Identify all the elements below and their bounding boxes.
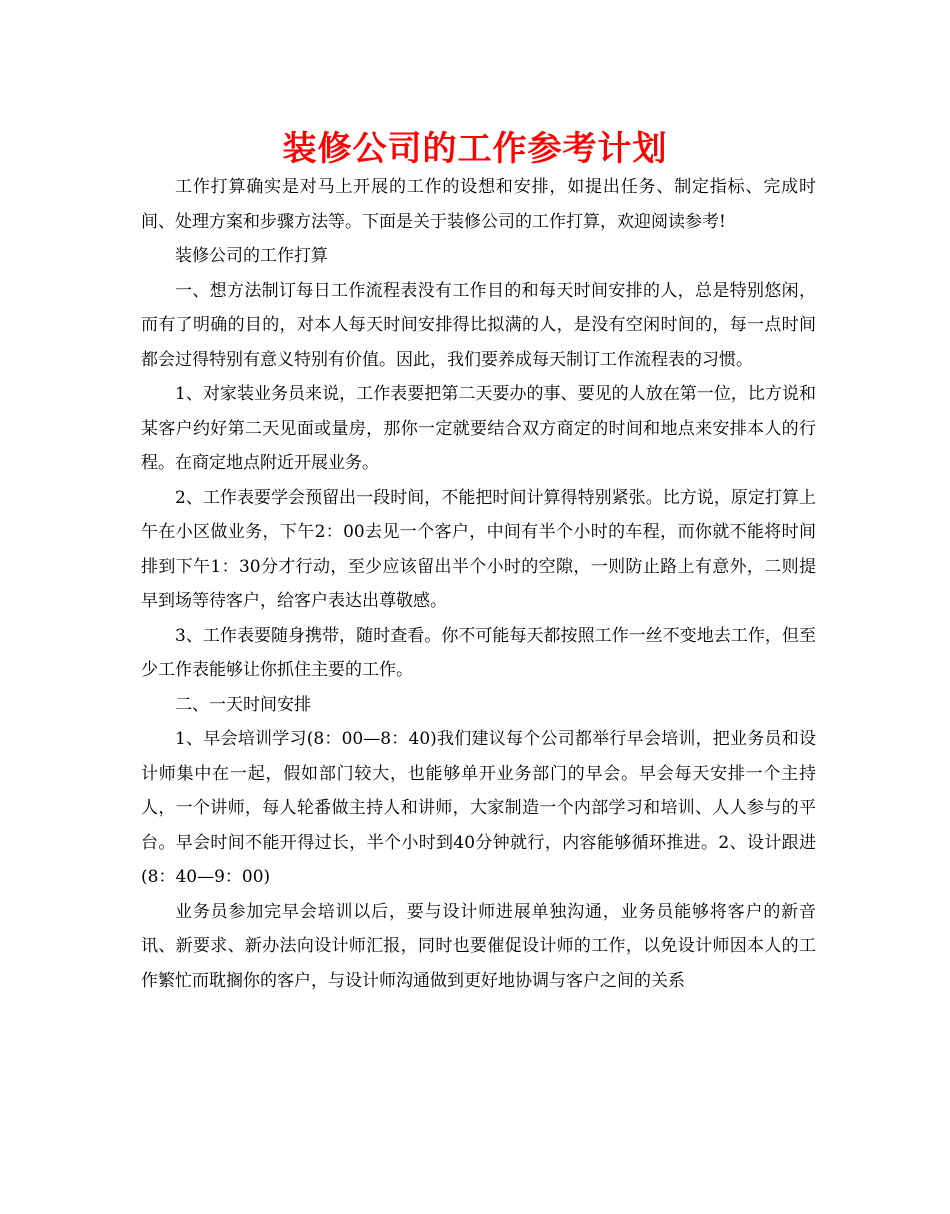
paragraph-item-1: 1、对家装业务员来说，工作表要把第二天要办的事、要见的人放在第一位，比方说和某客户约好第二天见面或量房，那你一定就要结合双方商定的时间和地点来安排本人的行程。在商定地点附近开展业务。: [141, 384, 816, 473]
document-body: [141, 170, 816, 998]
paragraph-schedule-1: 1、早会培训学习(8：00—8：40)我们建议每个公司都举行早会培训，把业务员和设计师集中在一起，假如部门较大，也能够单开业务部门的早会。早会每天安排一个主持人，一个讲师，每人轮番做主持人和讲师，大家制造一个内部学习和培训、人人参与的平台。早会时间不能开得过长，半个小时到40分钟就行，内容能够循环推进。2、设计跟进(8：40—9：00): [141, 729, 816, 887]
paragraph-item-2: 2、工作表要学会预留出一段时间，不能把时间计算得特别紧张。比方说，原定打算上午在小区做业务，下午2：00去见一个客户，中间有半个小时的车程，而你就不能将时间排到下午1：30分才行动，至少应该留出半个小时的空隙，一则防止路上有意外，二则提早到场等待客户，给客户表达出尊敬感。: [141, 487, 816, 611]
paragraph-schedule-2: 业务员参加完早会培训以后，要与设计师进展单独沟通，业务员能够将客户的新音讯、新要求、新办法向设计师汇报，同时也要催促设计师的工作，以免设计师因本人的工作繁忙而耽搁你的客户，与设计师沟通做到更好地协调与客户之间的关系: [141, 901, 816, 991]
paragraph-intro: 工作打算确实是对马上开展的工作的设想和安排，如提出任务、制定指标、完成时间、处理方案和步骤方法等。下面是关于装修公司的工作打算，欢迎阅读参考!: [141, 177, 816, 232]
paragraph-item-3: 3、工作表要随身携带，随时查看。你不可能每天都按照工作一丝不变地去工作，但至少工作表能够让你抓住主要的工作。: [141, 625, 816, 680]
document-title: 装修公司的工作参考计划: [282, 129, 668, 169]
paragraph-section-1: 一、想方法制订每日工作流程表没有工作目的和每天时间安排的人，总是特别悠闲，而有了明确的目的，对本人每天时间安排得比拟满的人，是没有空闲时间的，每一点时间都会过得特别有意义特别有价值。因此，我们要养成每天制订工作流程表的习惯。: [141, 280, 816, 370]
paragraph-section-2: 二、一天时间安排: [175, 694, 311, 715]
paragraph-subtitle: 装修公司的工作打算: [175, 246, 328, 266]
